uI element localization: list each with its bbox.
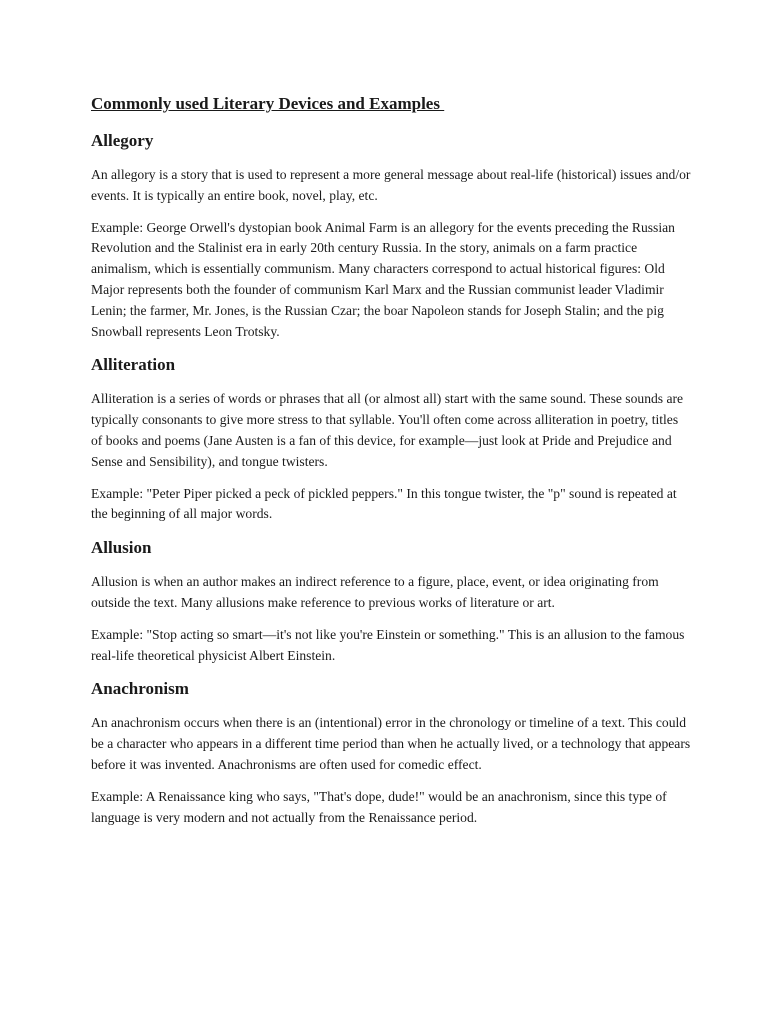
section-anachronism — [91, 677, 691, 828]
definition-paragraph: An allegory is a story that is used to represent a more general message about real-life (historical) issues and/or events. It is typically an entire book, novel, play, etc. — [91, 167, 691, 203]
document-title: Commonly used Literary Devices and Examples — [91, 94, 445, 113]
definition-paragraph: An anachronism occurs when there is an (intentional) error in the chronology or timeline of a text. This could be a character who appears in a different time period than when he actually lived, or a technology that appears before it was invented. Anachronisms are often used for comedic effect. — [91, 715, 691, 772]
section-allegory — [91, 129, 691, 342]
example-paragraph: Example: "Peter Piper picked a peck of pickled peppers." In this tongue twister, the "p" sound is repeated at the beginning of all major words. — [91, 485, 677, 522]
definition-paragraph: Allusion is when an author makes an indirect reference to a figure, place, event, or idea originating from outside the text. Many allusions make reference to previous works of literature or art. — [91, 574, 659, 610]
example-paragraph: Example: A Renaissance king who says, "That's dope, dude!" would be an anachronism, since this type of language is very modern and not actually from the Renaissance period. — [91, 788, 667, 825]
section-heading: Anachronism — [91, 679, 189, 699]
section-alliteration — [91, 353, 691, 525]
definition-paragraph: Alliteration is a series of words or phrases that all (or almost all) start with the same sound. These sounds are typically consonants to give more stress to that syllable. You'll often come across alliteration in poetry, titles of books and poems (Jane Austen is a fan of this device, for example—just look at Pride and Prejudice and Sense and Sensibility), and tongue twisters. — [91, 391, 684, 469]
section-allusion — [91, 536, 691, 666]
example-paragraph: Example: "Stop acting so smart—it's not like you're Einstein or something." This is an allusion to the famous real-life theoretical physicist Albert Einstein. — [91, 626, 685, 663]
document-page — [91, 92, 691, 839]
section-heading: Allegory — [91, 131, 154, 150]
section-heading: Alliteration — [91, 355, 176, 375]
example-paragraph: Example: George Orwell's dystopian book Animal Farm is an allegory for the events preceding the Russian Revolution and the Stalinist era in early 20th century Russia. In the story, animals on a farm practice animalism, which is essentially communism. Many characters correspond to actual historical figures: Old Major represents both the founder of communism Karl Marx and the Russian communist leader Vladimir Lenin; the farmer, Mr. Jones, is the Russian Czar; the boar Napoleon stands for Joseph Stalin; and the pig Snowball represents Leon Trotsky. — [91, 219, 675, 339]
section-heading: Allusion — [91, 538, 152, 558]
